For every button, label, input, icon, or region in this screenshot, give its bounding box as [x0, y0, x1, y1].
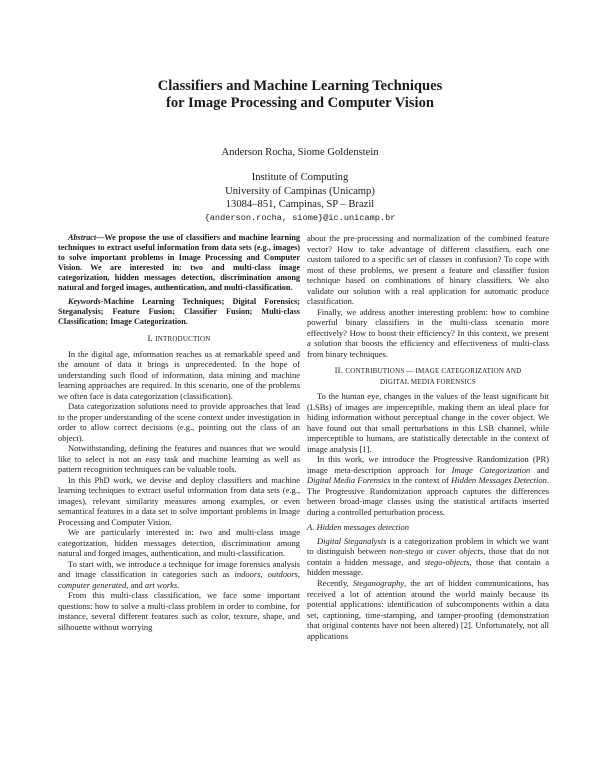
paragraph: In this PhD work, we devise and deploy classifiers and machine learning techniques to extract useful information from data sets (e.g., images), relevant similarity measures among examples, or even semantical features in a data set to solve important problems in Image Processing and Computer Vision. [58, 474, 300, 527]
paragraph: Recently, Steganography, the art of hidden communications, has received a lot of attention around the world mainly because its potential applications: identification of subcomponents within a data set, captioning, time-stamping, and tamper-proofing (demonstration that original contents have not been altered) [2]. Unfortunately, not all applications [307, 577, 549, 641]
paragraph: From this multi-class classification, we face some important questions: how to solve a multi-class problem in order to combine, for instance, several different features such as color, texture, shape, and silhouette without worrying [58, 590, 300, 632]
title-line-2: for Image Processing and Computer Vision [166, 95, 434, 111]
subsection-heading-hidden-messages: A. Hidden messages detection [307, 522, 409, 533]
paragraph: Data categorization solutions need to provide approaches that lead to the proper understanding of the scene context under investigation in order to allow correct decisions (e.g., pointing out the class of an object). [58, 401, 300, 443]
email: {anderson.rocha, siome}@ic.unicamp.br [204, 212, 396, 223]
keywords-label: Keywords [68, 297, 101, 306]
section-heading-contributions: II. CONTRIBUTIONS — IMAGE CATEGORIZATION AND DIGITAL MEDIA FORENSICS [334, 365, 522, 386]
paragraph: Digital Steganalysis is a categorization problem in which we want to distinguish between non-stego or cover objects, those that do not contain a hidden message, and stego-objects, those that contain a hidden message. [307, 535, 550, 578]
keywords [58, 297, 300, 327]
paper-title [0, 78, 600, 112]
affiliation-institute: Institute of Computing [251, 172, 349, 183]
paragraph: To the human eye, changes in the values of the least significant bit (LSBs) of images are imperceptible, making them an ideal place for hiding information without perceptual change in the cover object. We have found out that small perturbations in this LSB channel, while imperceptible to humans, are statistically detectable in the context of image analysis [1]. [307, 391, 549, 454]
abstract-text: —We propose the use of classifiers and machine learning techniques to extract useful information from data sets (e.g., images) to solve important problems in Image Processing and Computer Vision. We are interested in: two and multi-class image categorization, hidden messages detection, discrimination among natural and forged images, authentication, and multi-classification. [58, 233, 300, 292]
affiliation-address: 13084–851, Campinas, SP – Brazil [225, 199, 375, 210]
paragraph: In the digital age, information reaches us at remarkable speed and the amount of data it brings is unprecedented. In the hope of understanding such flood of information, data mining and machine learning approaches are required. In this scenario, one of the problems we often face is data categorization (classification). [58, 348, 300, 401]
paragraph: In this work, we introduce the Progressive Randomization (PR) image meta-description approach for Image Categorization and Digital Media Forensics in the context of Hidden Messages Detection. The Progressive Randomization approach captures the differences between broad-image classes using the statistical artifacts inserted during a controlled perturbation process. [307, 454, 549, 517]
paragraph: Finally, we address another interesting problem: how to combine powerful binary classifiers in the multi-class scenario more effectively? How to boost their efficiency? In this context, we present a solution that boosts the efficiency and effectiveness of multi-class from binary techniques. [307, 306, 549, 359]
authors: Anderson Rocha, Siome Goldenstein [221, 147, 379, 158]
abstract [58, 233, 300, 293]
paragraph: To start with, we introduce a technique for image forensics analysis and image classification in categories such as indoors, outdoors, computer generated, and art works. [58, 558, 300, 590]
right-column [307, 233, 549, 641]
left-column [58, 233, 300, 632]
keywords-text: -Machine Learning Techniques; Digital Forensics; Steganalysis; Feature Fusion; Classifier Fusion; Multi-class Classification; Image Categorization. [58, 297, 300, 326]
section-heading-introduction: I. INTRODUCTION [147, 333, 211, 343]
affiliation-university: University of Campinas (Unicamp) [225, 185, 375, 197]
paragraph: Notwithstanding, defining the features and nuances that we would like to select is not an easy task and machine learning as well as pattern recognition techniques can be valuable tools. [58, 443, 300, 475]
paragraph: about the pre-processing and normalization of the combined feature vector? How to take advantage of different classifiers, each one custom tailored to a specific set of classes in confusion? To cope with most of these problems, we present a feature and classifier fusion technique based on combinations of binary classifiers. We also validate our solution with a real application for automatic produce classification. [307, 233, 549, 307]
affiliation [0, 171, 600, 225]
paragraph: We are particularly interested in: two and multi-class image categorization, hidden messages detection, discrimination among natural and forged images, authentication, and multi-classification. [58, 527, 300, 559]
abstract-label: Abstract [68, 233, 97, 242]
title-line-1: Classifiers and Machine Learning Techniques [157, 78, 443, 94]
